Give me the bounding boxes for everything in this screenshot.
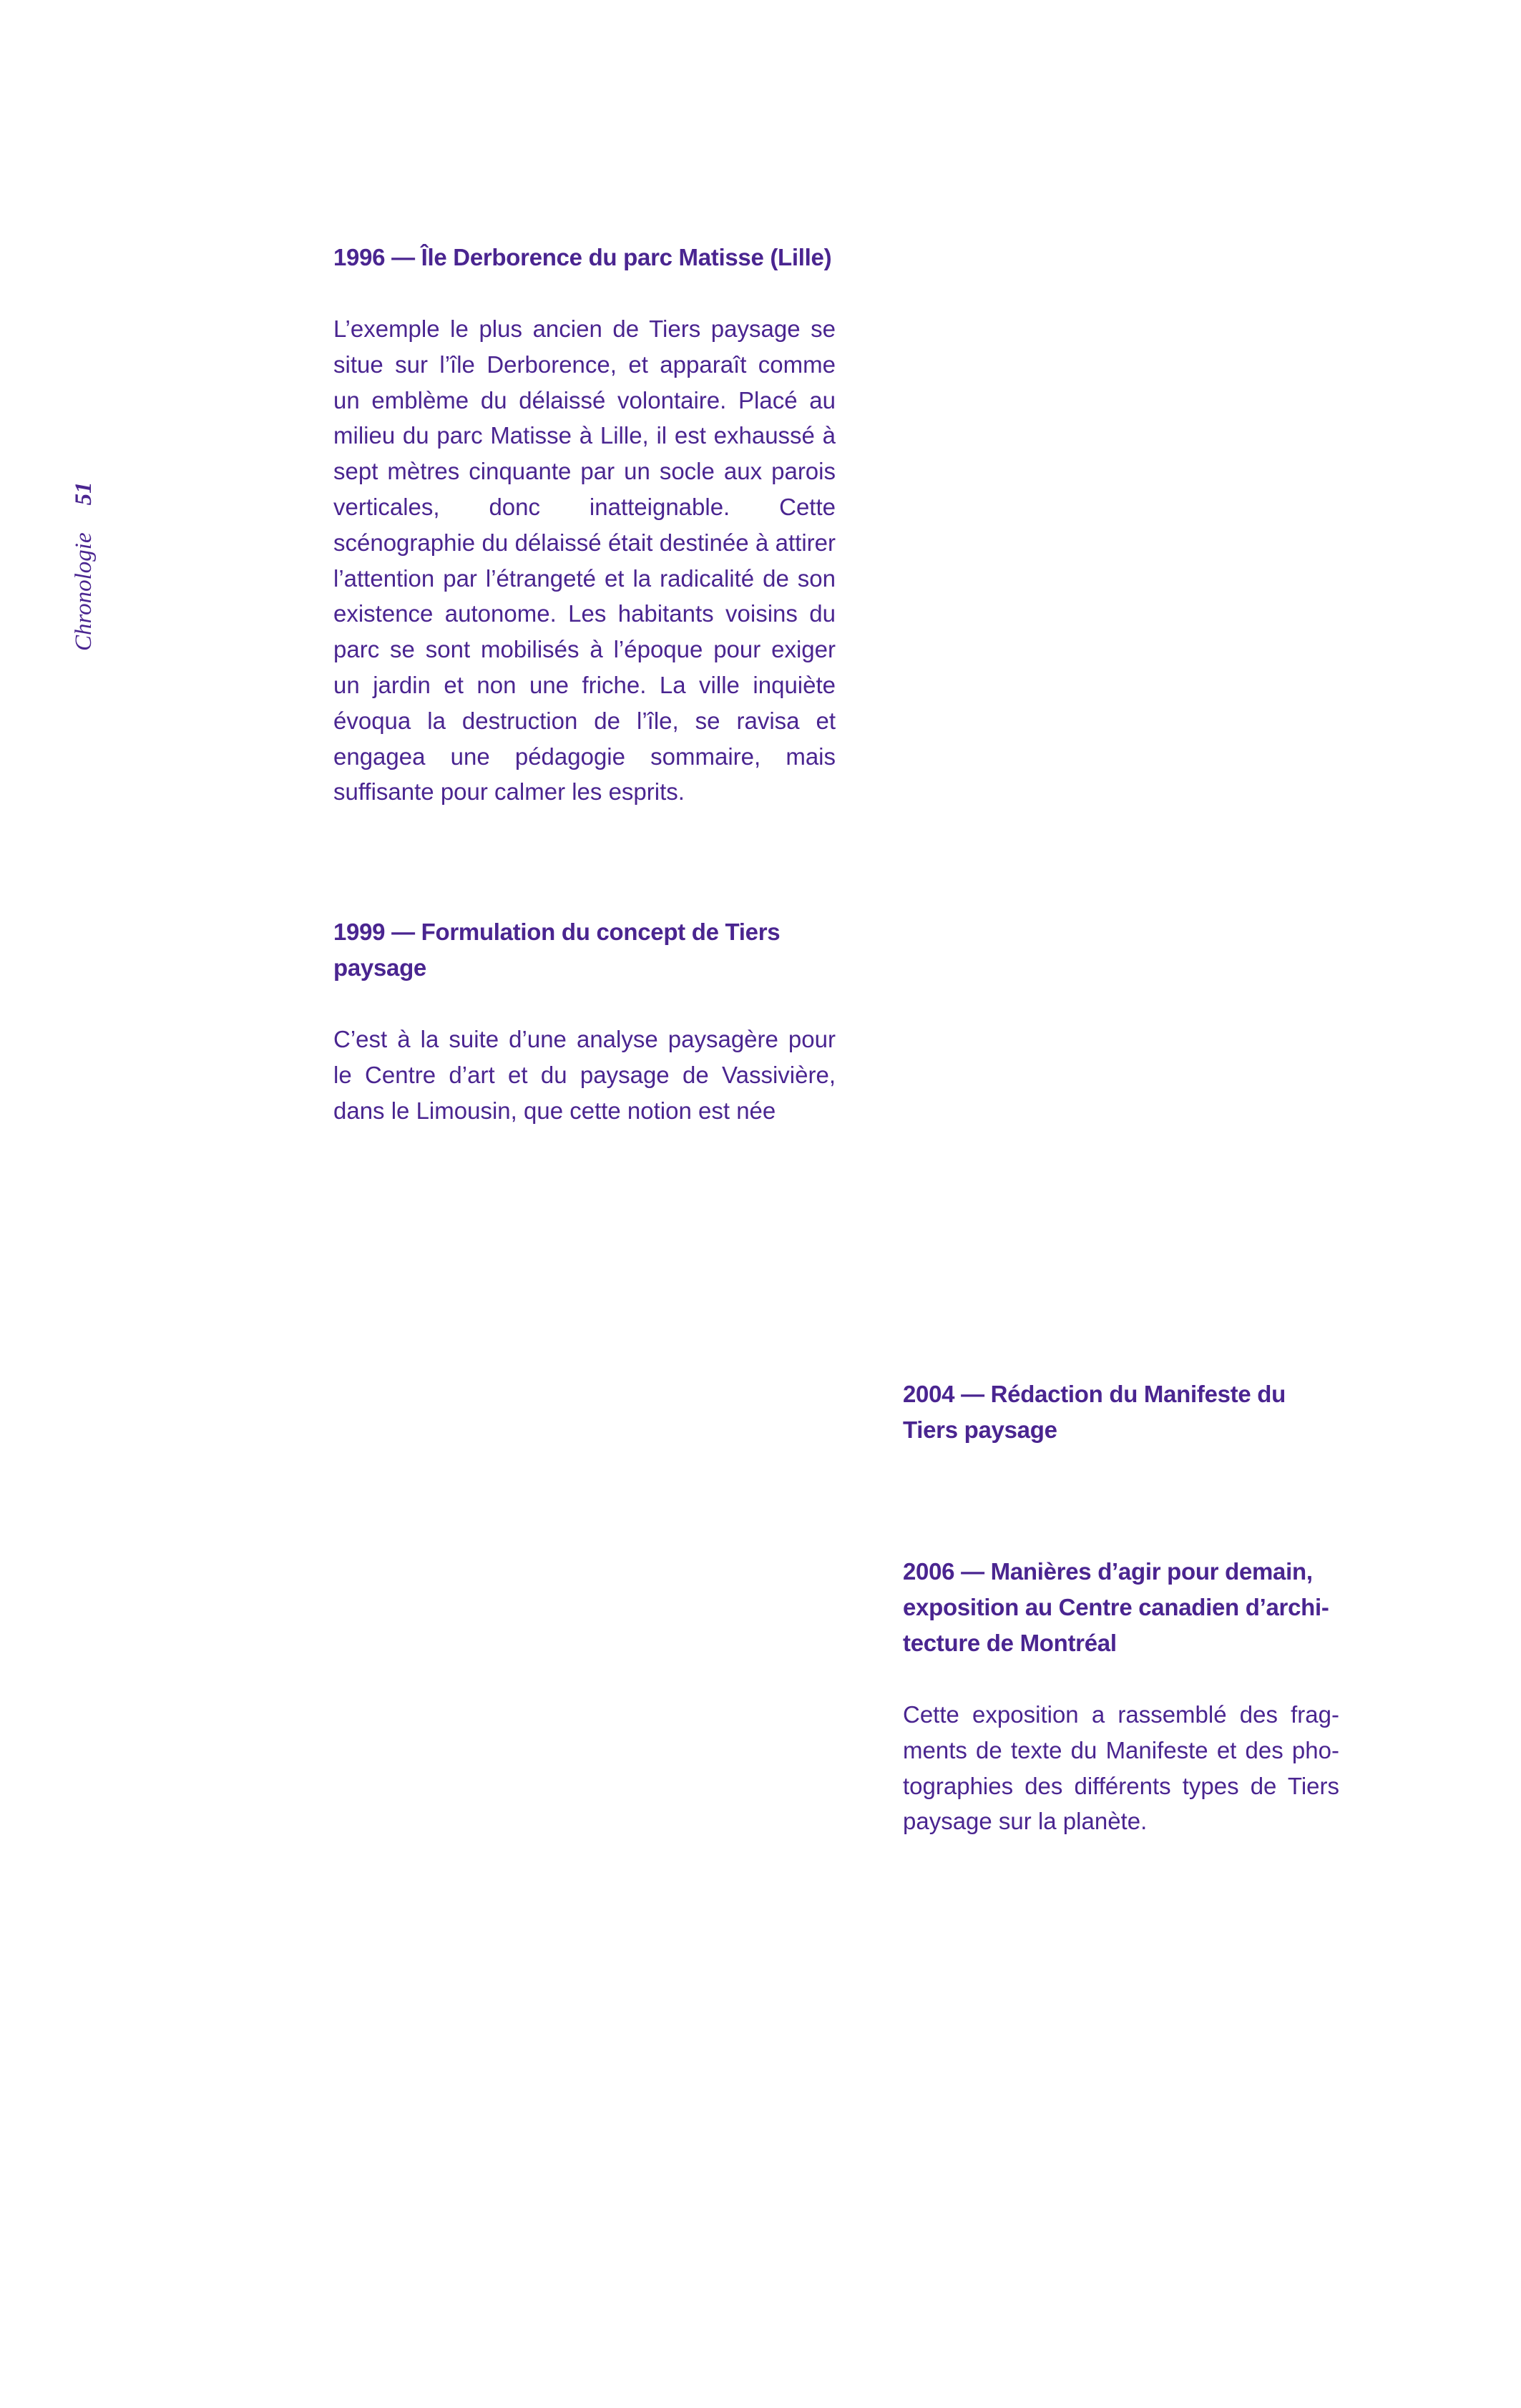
page-number: 51 — [71, 481, 97, 506]
running-head-text — [59, 481, 109, 651]
chronology-entry-1999 — [333, 914, 836, 1128]
entry-heading: 1999 — Formulation du concept de Tiers paysage — [333, 919, 781, 981]
running-head — [59, 444, 109, 651]
entry-body: C’est à la suite d’une analyse paysagère pour le Centre d’art et du paysage de Vassivière, dans le Limousin, que cette notion est née — [333, 1026, 836, 1124]
chronology-entry-2004 — [903, 1376, 1332, 1448]
entry-heading: 2004 — Rédaction du Manifeste du Tiers paysage — [903, 1381, 1286, 1443]
entry-heading: 2006 — Manières d’agir pour demain, exposition au Centre canadien d’architecture de Montréal — [903, 1558, 1329, 1656]
chronology-entry-1996 — [333, 240, 836, 810]
running-head-section: Chronologie — [71, 532, 97, 651]
entry-body: Cette exposition a rassemblé des fragments de texte du Manifeste et des photographies des différents types de Tiers paysage sur la planète. — [903, 1701, 1339, 1835]
chronology-entry-2006 — [903, 1554, 1339, 1839]
entry-heading: 1996 — Île Derborence du parc Matisse (Lille) — [333, 244, 832, 270]
entry-body: L’exemple le plus ancien de Tiers paysage se situe sur l’île Derborence, et apparaît comme un emblème du délaissé volontaire. Placé au milieu du parc Matisse à Lille, il est exhaussé à sept mètres cinquante par un socle aux parois verticales, donc inatteignable. Cette scénographie du délaissé était destinée à attirer l’attention par l’étrangeté et la radicalité de son existence autonome. Les habitants voisins du parc se sont mobilisés à l’époque pour exiger un jardin et non une friche. La ville inquiète évoqua la destruction de l’île, se ravisa et engagea une pédagogie sommaire, mais suffisante pour calmer les esprits. — [333, 315, 836, 806]
